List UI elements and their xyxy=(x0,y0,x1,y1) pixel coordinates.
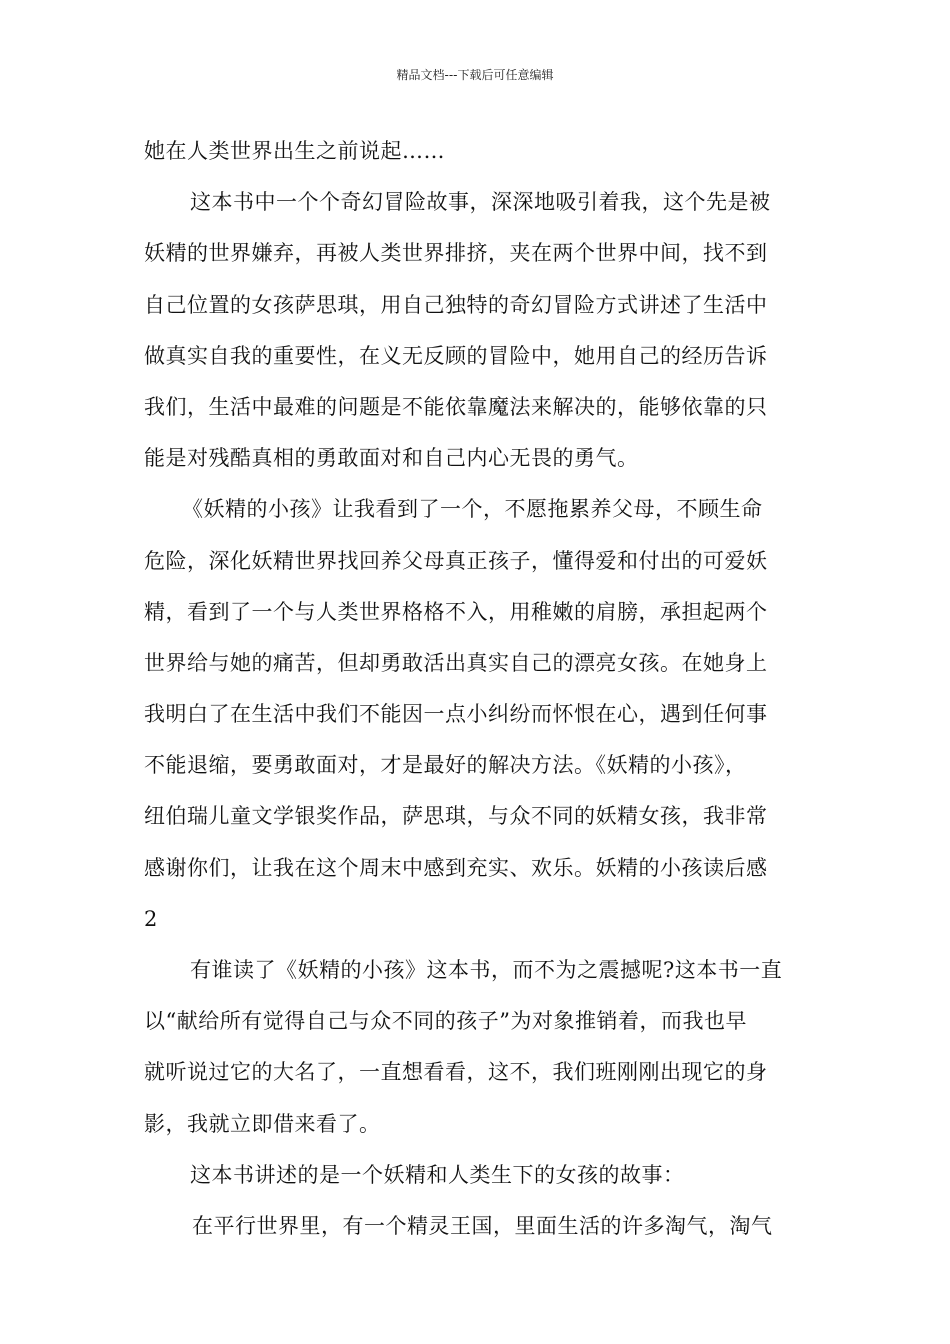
text-line: 这本书中一个个奇幻冒险故事，深深地吸引着我，这个先是被 xyxy=(190,190,771,215)
text-line: 她在人类世界出生之前说起…… xyxy=(144,139,445,163)
text-line: 有谁读了《妖精的小孩》这本书，而不为之震撼呢?这本书一直 xyxy=(190,958,783,982)
text-line: 不能退缩，要勇敢面对，才是最好的解决方法。《妖精的小孩》， xyxy=(144,753,747,778)
text-line: 这本书讲述的是一个妖精和人类生下的女孩的故事： xyxy=(190,1162,685,1187)
text-line: 感谢你们，让我在这个周末中感到充实、欢乐。妖精的小孩读后感 xyxy=(144,855,768,880)
text-line: 纽伯瑞儿童文学银奖作品，萨思琪，与众不同的妖精女孩，我非常 xyxy=(144,804,768,829)
text-line: 我们，生活中最难的问题是不能依靠魔法来解决的，能够依靠的只 xyxy=(144,394,768,419)
text-line: 危险，深化妖精世界找回养父母真正孩子，懂得爱和付出的可爱妖 xyxy=(144,548,768,573)
text-line: 《妖精的小孩》让我看到了一个，不愿拖累养父母，不顾生命 xyxy=(182,497,763,522)
text-line: 我明白了在生活中我们不能因一点小纠纷而怀恨在心，遇到任何事 xyxy=(144,702,768,727)
text-line: 影，我就立即借来看了。 xyxy=(144,1111,381,1136)
text-line: 能是对残酷真相的勇敢面对和自己内心无畏的勇气。 xyxy=(144,446,639,471)
document-body xyxy=(144,126,808,1252)
text-line: 做真实自我的重要性，在义无反顾的冒险中，她用自己的经历告诉 xyxy=(144,343,768,368)
text-line: 2 xyxy=(144,906,158,931)
text-line: 世界给与她的痛苦，但却勇敢活出真实自己的漂亮女孩。在她身上 xyxy=(144,650,768,675)
text-line: 精，看到了一个与人类世界格格不入，用稚嫩的肩膀，承担起两个 xyxy=(144,599,768,624)
page-header: 精品文档---下载后可任意编辑 xyxy=(396,68,554,82)
text-line: 就听说过它的大名了，一直想看看，这不，我们班刚刚出现它的身 xyxy=(144,1060,768,1085)
text-line: 在平行世界里，有一个精灵王国，里面生活的许多淘气，淘气 xyxy=(192,1213,773,1238)
text-line: 以“献给所有觉得自己与众不同的孩子”为对象推销着，而我也早 xyxy=(144,1009,747,1034)
text-line: 妖精的世界嫌弃，再被人类世界排挤，夹在两个世界中间，找不到 xyxy=(144,241,768,266)
text-line: 自己位置的女孩萨思琪，用自己独特的奇幻冒险方式讲述了生活中 xyxy=(144,292,768,317)
